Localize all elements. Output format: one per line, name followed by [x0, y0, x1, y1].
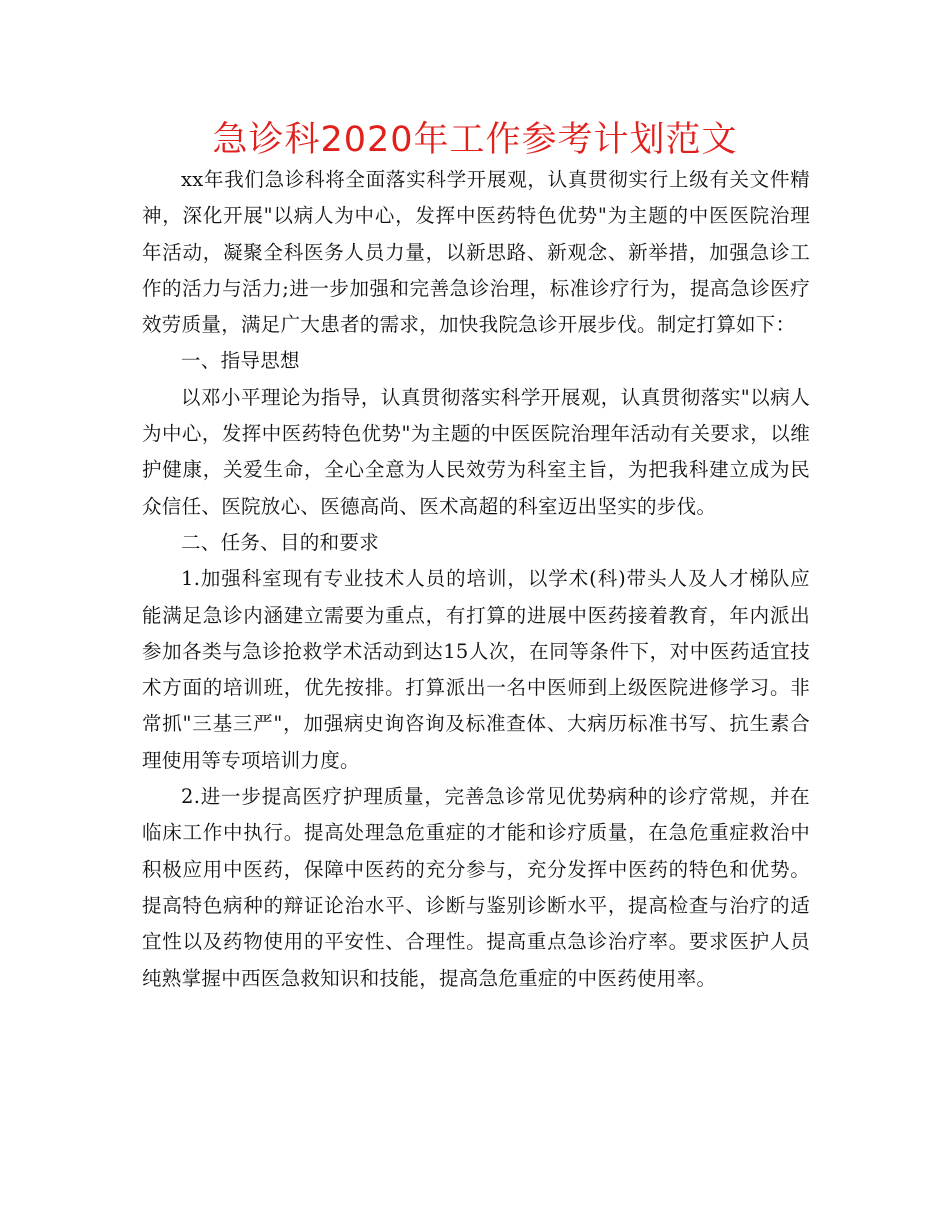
- task-item-1-paragraph: 1.加强科室现有专业技术人员的培训，以学术(科)带头人及人才梯队应能满足急诊内涵建立需要为重点，有打算的进展中医药接着教育，年内派出参加各类与急诊抢救学术活动到达15人次，在同等条件下，对中医药适宜技术方面的培训班，优先按排。打算派出一名中医师到上级医院进修学习。非常抓"三基三严"，加强病史询咨询及标准查体、大病历标准书写、抗生素合理使用等专项培训力度。: [142, 567, 810, 772]
- document-body: [142, 162, 810, 997]
- task-item-2-paragraph: 2.进一步提高医疗护理质量，完善急诊常见优势病种的诊疗常规，并在临床工作中执行。提高处理急危重症的才能和诊疗质量，在急危重症救治中积极应用中医药，保障中医药的充分参与，充分发挥中医药的特色和优势。提高特色病种的辩证论治水平、诊断与鉴别诊断水平，提高检查与治疗的适宜性以及药物使用的平安性、合理性。提高重点急诊治疗率。要求医护人员纯熟掌握中西医急救知识和技能，提高急危重症的中医药使用率。: [142, 785, 810, 990]
- section-heading-guiding-ideology: 一、指导思想: [181, 349, 300, 373]
- document-title: 急诊科2020年工作参考计划范文: [212, 120, 738, 160]
- section-heading-tasks-goals: 二、任务、目的和要求: [181, 530, 380, 554]
- guiding-ideology-paragraph: 以邓小平理论为指导，认真贯彻落实科学开展观，认真贯彻落实"以病人为中心，发挥中医药特色优势"为主题的中医医院治理年活动有关要求，以维护健康，关爱生命，全心全意为人民效劳为科室主旨，为把我科建立成为民众信任、医院放心、医德高尚、医术高超的科室迈出坚实的步伐。: [142, 385, 810, 518]
- intro-paragraph: xx年我们急诊科将全面落实科学开展观，认真贯彻实行上级有关文件精神，深化开展"以病人为中心，发挥中医药特色优势"为主题的中医医院治理年活动，凝聚全科医务人员力量，以新思路、新观念、新举措，加强急诊工作的活力与活力;进一步加强和完善急诊治理，标准诊疗行为，提高急诊医疗效劳质量，满足广大患者的需求，加快我院急诊开展步伐。制定打算如下：: [142, 168, 810, 337]
